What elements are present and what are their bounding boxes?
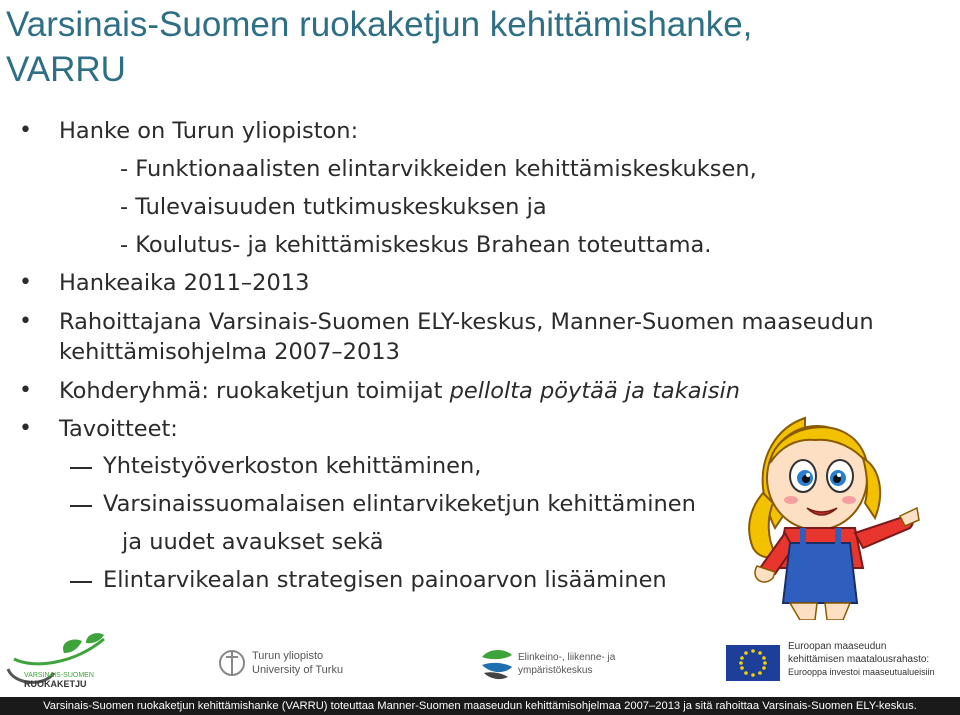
goal-3: Elintarvikealan strategisen painoarvon lisääminen <box>103 567 667 593</box>
slide-title <box>6 2 946 92</box>
varru-logo-bottom-text: RUOKAKETJU <box>24 679 87 689</box>
ely-centre-logo <box>478 643 618 683</box>
sub-item-1: - Funktionaalisten elintarvikkeiden kehittämiskeskuksen, <box>120 156 757 182</box>
eu-rural-fund-logo <box>724 635 960 687</box>
goal-1: Yhteistyöverkoston kehittäminen, <box>103 453 482 479</box>
eu-logo-text-2: kehittämisen maatalousrahasto: <box>788 654 930 665</box>
dash-1 <box>70 467 92 469</box>
kohderyhma-text: Kohderyhmä: ruokaketjun toimijat <box>59 378 450 404</box>
title-line-1: Varsinais-Suomen ruokaketjun kehittämishanke, <box>6 5 753 44</box>
dash-2 <box>70 505 92 507</box>
bullet-hankeaika: • Hankeaika 2011–2013 <box>59 270 309 296</box>
eu-logo-text-3: Eurooppa investoi maaseutualueisiin <box>788 667 935 677</box>
turku-logo-text-en: University of Turku <box>252 664 343 676</box>
girl-mascot-illustration <box>745 408 920 620</box>
goal-2: Varsinaissuomalaisen elintarvikeketjun kehittäminen <box>103 491 696 517</box>
dash-3 <box>70 581 92 583</box>
bullet-rahoittajana: • Rahoittajana Varsinais-Suomen ELY-keskus, Manner-Suomen maaseudun <box>59 309 874 335</box>
turku-university-logo <box>218 643 343 683</box>
footer-bar: Varsinais-Suomen ruokaketjun kehittämishanke (VARRU) toteuttaa Manner-Suomen maaseudun kehittämisohjelmaa 2007–2013 ja sitä rahoittaa Varsinais-Suomen ELY-keskus. <box>0 697 960 715</box>
rahoittajana-cont: kehittämisohjelma 2007–2013 <box>59 339 400 365</box>
varru-logo-top-text: VARSINAIS-SUOMEN <box>24 672 94 679</box>
goal-2-cont: ja uudet avaukset sekä <box>122 529 384 555</box>
bullet-tavoitteet: • Tavoitteet: <box>59 416 178 442</box>
title-line-2: VARRU <box>6 50 126 89</box>
ely-logo-text-1: Elinkeino-, liikenne- ja <box>518 652 616 663</box>
bullet-hanke: • Hanke on Turun yliopiston: <box>59 118 358 144</box>
eu-logo-text-1: Euroopan maaseudun <box>788 641 887 652</box>
sub-item-3: - Koulutus- ja kehittämiskeskus Brahean toteuttama. <box>120 232 712 258</box>
bullet-kohderyhma <box>59 378 740 404</box>
varru-logo <box>4 629 114 691</box>
ely-logo-text-2: ympäristökeskus <box>518 665 593 676</box>
turku-logo-text-fi: Turun yliopisto <box>252 650 324 662</box>
logo-strip <box>0 625 960 695</box>
kohderyhma-italic: pellolta pöytää ja takaisin <box>449 378 741 404</box>
sub-item-2: - Tulevaisuuden tutkimuskeskuksen ja <box>120 194 547 220</box>
